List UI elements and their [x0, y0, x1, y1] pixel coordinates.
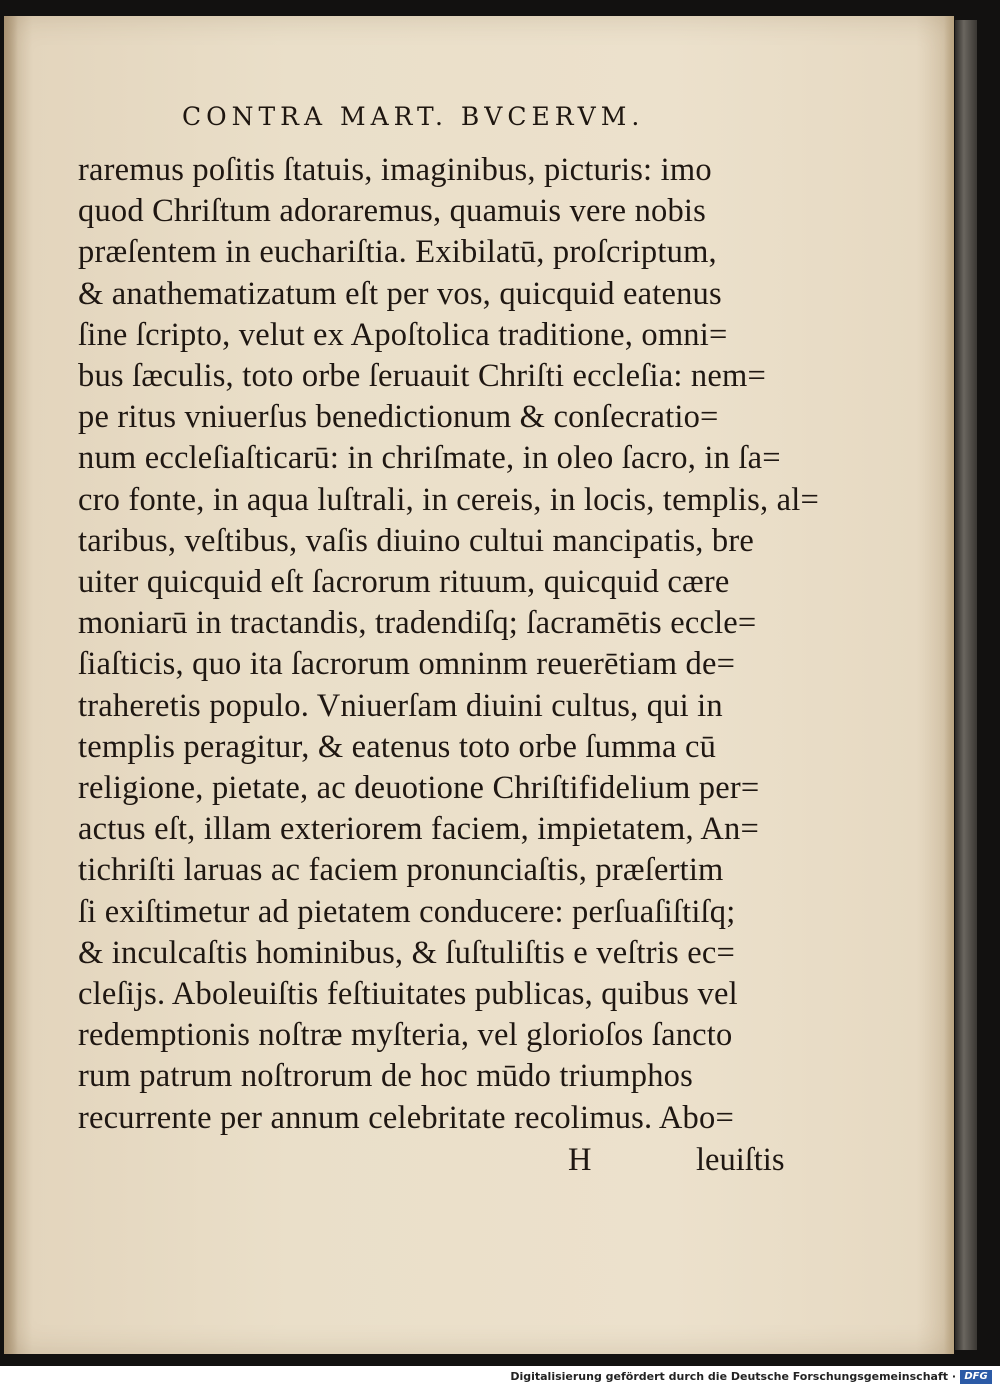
signature-line — [78, 1142, 818, 1186]
text-line: præſentem in euchariſtia. Exibilatū, proſcriptum, — [78, 234, 717, 271]
text-line: templis peragitur, & eatenus toto orbe ſumma cū — [78, 728, 717, 765]
text-line: ſi exiſtimetur ad pietatem conducere: perſuaſiſtiſq; — [78, 893, 736, 930]
text-line: rum patrum noſtrorum de hoc mūdo triumphos — [78, 1058, 693, 1095]
text-line: quod Chriſtum adoraremus, quamuis vere nobis — [78, 193, 706, 230]
text-line: cro fonte, in aqua luſtrali, in cereis, in locis, templis, al= — [78, 481, 820, 518]
text-line: & anathematizatum eſt per vos, quicquid eatenus — [78, 275, 722, 312]
dfg-logo: DFG — [960, 1370, 992, 1384]
text-line: traheretis populo. Vniuerſam diuini cultus, qui in — [78, 687, 723, 724]
footer-credit: Digitalisierung gefördert durch die Deutsche Forschungsgemeinschaft · — [510, 1370, 956, 1383]
text-line: recurrente per annum celebritate recolimus. Abo= — [78, 1099, 734, 1136]
text-line: uiter quicquid eſt ſacrorum rituum, quicquid cære — [78, 564, 730, 601]
catchword: leuiſtis — [696, 1142, 785, 1178]
text-line: religione, pietate, ac deuotione Chriſtifidelium per= — [78, 770, 760, 807]
footer-bar — [0, 1366, 1000, 1389]
binding-strip — [955, 20, 977, 1350]
text-line: raremus poſitis ſtatuis, imaginibus, picturis: imo — [78, 152, 712, 188]
text-line: bus ſæculis, toto orbe ſeruauit Chriſti eccleſia: nem= — [78, 358, 766, 395]
text-line: taribus, veſtibus, vaſis diuino cultui mancipatis, bre — [78, 522, 755, 559]
text-line: cleſijs. Aboleuiſtis feſtiuitates publicas, quibus vel — [78, 976, 738, 1013]
running-head: CONTRA MART. BVCERVM. — [182, 102, 645, 131]
signature-mark: H — [568, 1142, 592, 1178]
text-line: actus eſt, illam exteriorem faciem, impietatem, An= — [78, 811, 760, 848]
text-line: tichriſti laruas ac faciem pronunciaſtis, præſertim — [78, 852, 724, 889]
text-line: num eccleſiaſticarū: in chriſmate, in oleo ſacro, in ſa= — [78, 440, 781, 477]
text-line: ſiaſticis, quo ita ſacrorum omninm reuerētiam de= — [78, 646, 736, 683]
text-line: & inculcaſtis hominibus, & ſuſtuliſtis e veſtris ec= — [78, 934, 735, 971]
page-edge-left — [4, 16, 18, 1354]
text-line: pe ritus vniuerſus benedictionum & conſecratio= — [78, 399, 719, 436]
text-line: moniarū in tractandis, tradendiſq; ſacramētis eccle= — [78, 605, 757, 642]
text-line: ſine ſcripto, velut ex Apoſtolica traditione, omni= — [78, 316, 728, 353]
text-line: redemptionis noſtræ myſteria, vel glorioſos ſancto — [78, 1017, 733, 1054]
text-block — [78, 150, 818, 1139]
page-edge-right — [944, 16, 954, 1354]
